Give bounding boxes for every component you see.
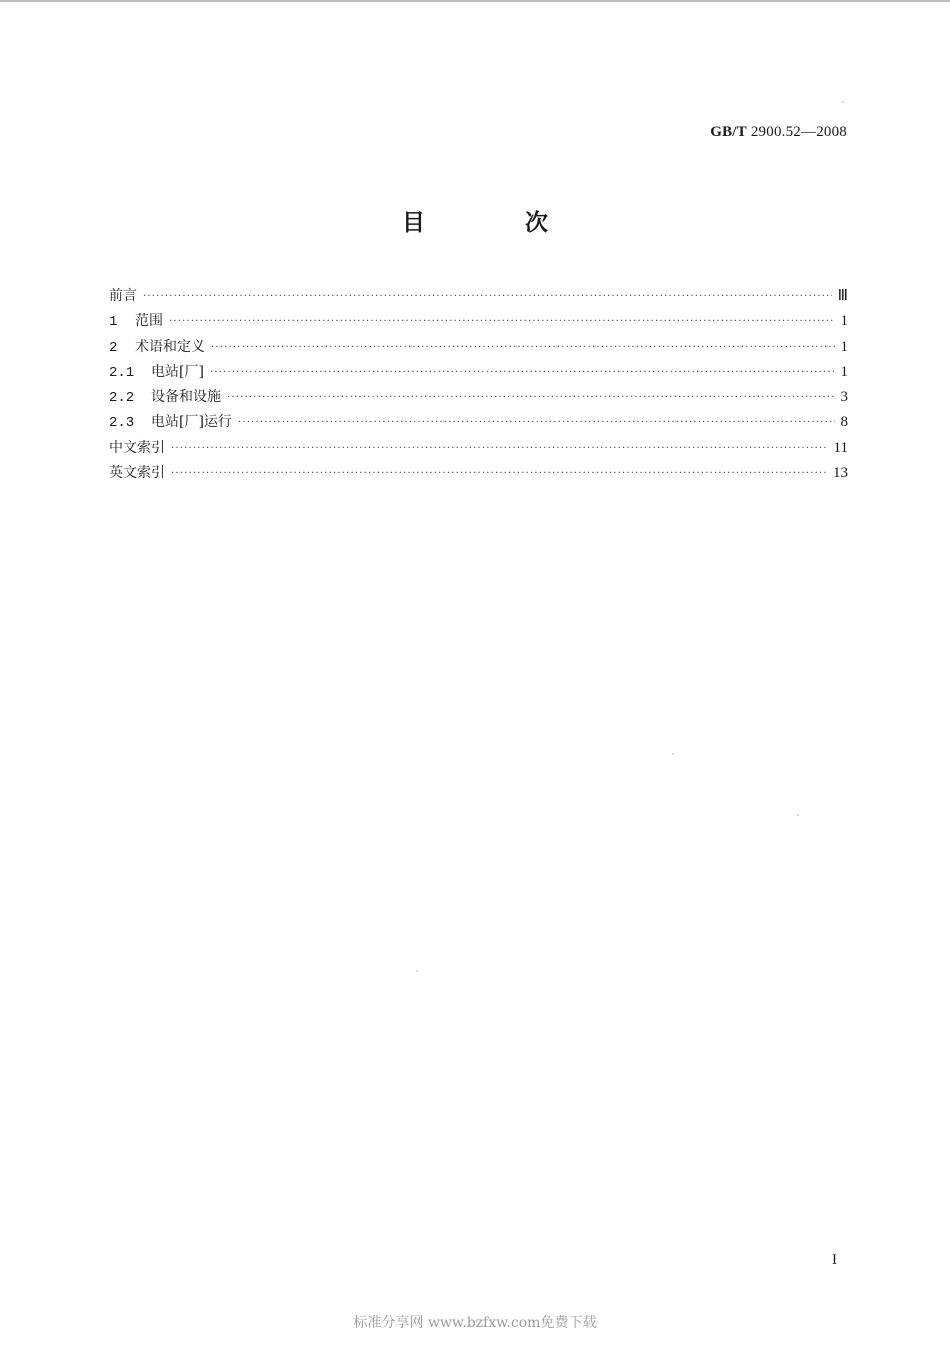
scan-speck	[416, 970, 418, 972]
toc-entry-text: 范围	[135, 313, 163, 330]
toc-entry-number: 2	[109, 339, 118, 356]
table-of-contents	[109, 285, 848, 487]
toc-entry-scope[interactable]	[109, 310, 848, 335]
toc-entry-text: 电站[厂]运行	[151, 414, 232, 431]
toc-dot-leader	[211, 337, 835, 359]
top-border-rule	[0, 0, 950, 2]
standard-number	[710, 124, 847, 141]
scan-speck	[797, 814, 799, 816]
toc-entry-chinese-index[interactable]	[109, 437, 848, 462]
toc-dot-leader	[169, 311, 835, 333]
toc-entry-power-station[interactable]	[109, 361, 848, 386]
toc-entry-page: 1	[840, 338, 848, 355]
toc-title: 目 次	[401, 210, 594, 236]
toc-dot-leader	[227, 387, 835, 409]
toc-entry-page: 1	[840, 363, 848, 380]
toc-entry-number: 2.1	[109, 364, 135, 381]
toc-entry-foreword[interactable]	[109, 285, 848, 310]
toc-entry-page: 13	[833, 465, 848, 482]
toc-entry-text: 前言	[109, 288, 137, 304]
toc-dot-leader	[171, 463, 827, 485]
toc-entry-text: 设备和设施	[151, 389, 221, 406]
standard-code: GB/T	[710, 124, 747, 140]
standard-year-number: 2900.52—2008	[750, 124, 847, 140]
toc-entry-page: Ⅲ	[837, 288, 848, 304]
toc-entry-english-index[interactable]	[109, 462, 848, 487]
toc-entry-page: 1	[840, 313, 848, 330]
toc-entry-text: 术语和定义	[135, 338, 205, 355]
toc-entry-page: 11	[833, 439, 848, 456]
toc-entry-page: 8	[840, 414, 848, 431]
toc-entry-text: 英文索引	[109, 465, 165, 482]
toc-entry-page: 3	[840, 389, 848, 406]
toc-dot-leader	[143, 286, 832, 308]
toc-entry-text: 中文索引	[109, 439, 165, 456]
scan-speck	[842, 101, 844, 103]
toc-entry-text: 电站[厂]	[151, 363, 204, 380]
toc-entry-equipment[interactable]	[109, 386, 848, 411]
toc-entry-operation[interactable]	[109, 411, 848, 436]
scan-speck	[672, 753, 674, 755]
toc-entry-number: 2.3	[109, 415, 135, 432]
page-number: I	[832, 1252, 837, 1268]
toc-entry-number: 1	[109, 314, 118, 331]
toc-dot-leader	[238, 412, 835, 434]
toc-entry-terms[interactable]	[109, 336, 848, 361]
toc-dot-leader	[210, 362, 835, 384]
toc-dot-leader	[171, 438, 828, 460]
watermark-text: 标准分享网 www.bzfxw.com免费下载	[353, 1315, 597, 1331]
toc-entry-number: 2.2	[109, 390, 135, 407]
